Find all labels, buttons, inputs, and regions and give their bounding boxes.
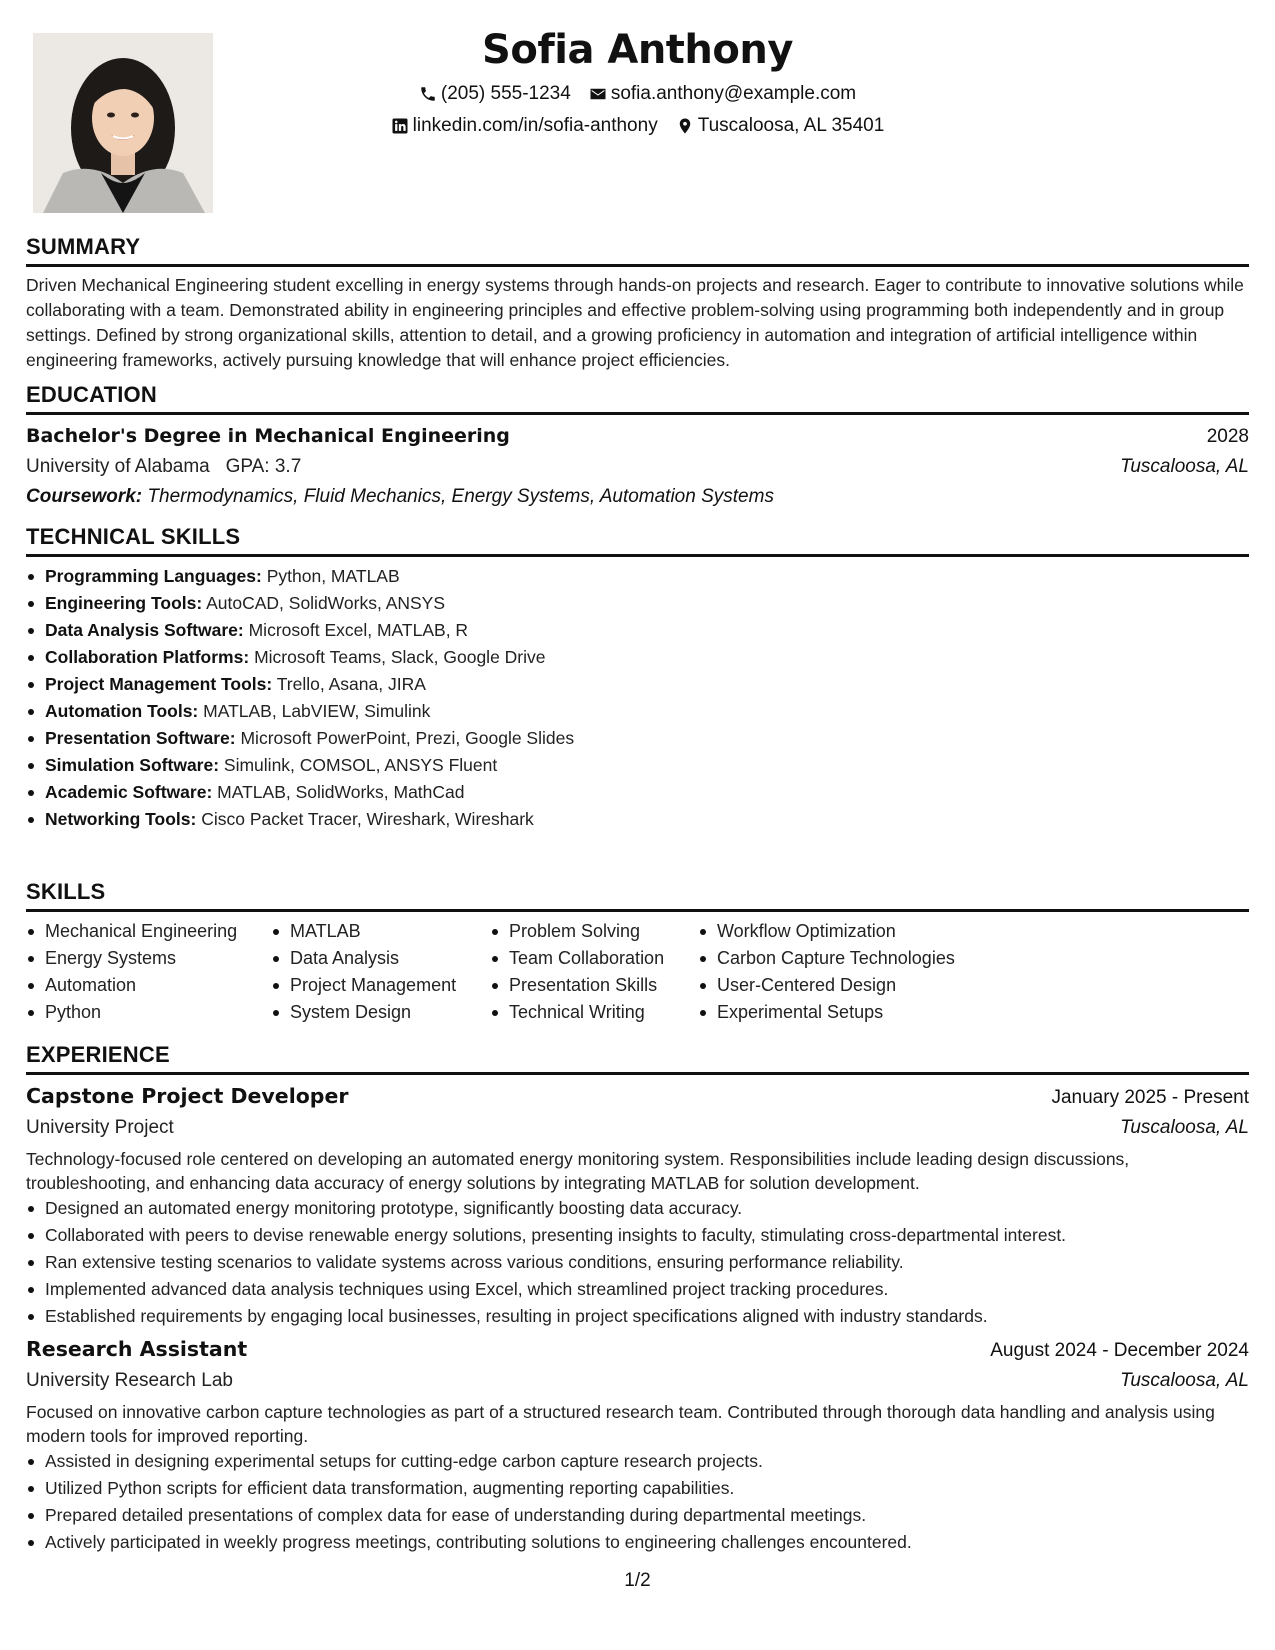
contact-row-1 <box>0 78 1275 110</box>
gpa: GPA: 3.7 <box>225 456 302 477</box>
linkedin-text[interactable]: linkedin.com/in/sofia-anthony <box>412 115 658 136</box>
job-bullets <box>26 1195 1249 1330</box>
section-title-technical-skills: TECHNICAL SKILLS <box>26 522 1249 557</box>
education-degree-row <box>26 421 1249 452</box>
list-item: Energy Systems <box>26 945 271 972</box>
skill-category: Engineering Tools: <box>45 593 203 613</box>
list-item: Workflow Optimization <box>698 918 998 945</box>
job-org-row <box>26 1113 1249 1143</box>
school-line <box>26 452 301 482</box>
location-text: Tuscaloosa, AL 35401 <box>697 115 885 136</box>
job-title: Capstone Project Developer <box>26 1084 349 1108</box>
experience-section <box>26 1040 1249 1556</box>
list-item <box>26 779 1249 806</box>
skill-values: Python, MATLAB <box>266 566 400 586</box>
job-title: Research Assistant <box>26 1337 248 1361</box>
skill-category: Networking Tools: <box>45 809 197 829</box>
degree-name: Bachelor's Degree in Mechanical Engineering <box>26 425 510 447</box>
coursework-list: Thermodynamics, Fluid Mechanics, Energy Systems, Automation Systems <box>147 486 774 507</box>
page-number: 1/2 <box>624 1570 651 1591</box>
envelope-icon <box>589 85 607 103</box>
skill-values: Trello, Asana, JIRA <box>276 674 426 694</box>
resume-header <box>0 22 1275 142</box>
list-item: Utilized Python scripts for efficient data transformation, augmenting reporting capabilities. <box>26 1475 1249 1502</box>
skill-category: Data Analysis Software: <box>45 620 244 640</box>
list-item: Prepared detailed presentations of complex data for ease of understanding during departmental meetings. <box>26 1502 1249 1529</box>
school-name: University of Alabama <box>26 456 210 477</box>
list-item: System Design <box>271 999 490 1026</box>
skill-category: Collaboration Platforms: <box>45 647 250 667</box>
list-item: Data Analysis <box>271 945 490 972</box>
summary-section <box>26 232 1249 373</box>
section-title-skills: SKILLS <box>26 877 1249 912</box>
skills-grid <box>26 918 1249 1026</box>
list-item: Collaborated with peers to devise renewable energy solutions, presenting insights to faculty, stimulating cross-departmental interest. <box>26 1222 1249 1249</box>
list-item: Experimental Setups <box>698 999 998 1026</box>
skill-category: Automation Tools: <box>45 701 199 721</box>
list-item: User-Centered Design <box>698 972 998 999</box>
job-location: Tuscaloosa, AL <box>1120 1370 1249 1391</box>
job-header-row <box>26 1081 1249 1113</box>
skills-column-1 <box>26 918 271 1026</box>
skill-values: MATLAB, SolidWorks, MathCad <box>217 782 465 802</box>
job-org-row <box>26 1366 1249 1396</box>
skill-values: Microsoft PowerPoint, Prezi, Google Slides <box>240 728 575 748</box>
job-organization: University Research Lab <box>26 1370 233 1391</box>
skill-values: Microsoft Excel, MATLAB, R <box>248 620 469 640</box>
list-item: Carbon Capture Technologies <box>698 945 998 972</box>
list-item: Team Collaboration <box>490 945 698 972</box>
list-item: Technical Writing <box>490 999 698 1026</box>
education-section <box>26 380 1249 512</box>
section-title-education: EDUCATION <box>26 380 1249 415</box>
graduation-year: 2028 <box>1206 426 1249 447</box>
skill-category: Presentation Software: <box>45 728 236 748</box>
list-item: Assisted in designing experimental setups for cutting-edge carbon capture research projects. <box>26 1448 1249 1475</box>
job-bullets <box>26 1448 1249 1556</box>
skill-values: AutoCAD, SolidWorks, ANSYS <box>206 593 446 613</box>
coursework-label: Coursework: <box>26 486 143 507</box>
job-description: Technology-focused role centered on developing an automated energy monitoring system. Responsibilities include leading design discussions, troubleshooting, and enhancing data accuracy of energy solutions by integrating MATLAB for solution development. <box>26 1149 1130 1193</box>
skill-category: Academic Software: <box>45 782 213 802</box>
skill-values: Microsoft Teams, Slack, Google Drive <box>254 647 546 667</box>
technical-skills-section <box>26 522 1249 833</box>
job-description: Focused on innovative carbon capture technologies as part of a structured research team. Contributed through thorough data handling and analysis using modern tools for improved reporting. <box>26 1402 1215 1446</box>
job-organization: University Project <box>26 1117 174 1138</box>
skill-category: Programming Languages: <box>45 566 262 586</box>
skill-values: MATLAB, LabVIEW, Simulink <box>203 701 431 721</box>
phone-icon <box>419 85 437 103</box>
skill-category: Simulation Software: <box>45 755 220 775</box>
section-title-summary: SUMMARY <box>26 232 1249 267</box>
education-school-row <box>26 452 1249 482</box>
list-item: Actively participated in weekly progress meetings, contributing solutions to engineering challenges encountered. <box>26 1529 1249 1556</box>
email-contact[interactable] <box>589 78 856 110</box>
list-item: Problem Solving <box>490 918 698 945</box>
contact-row-2 <box>0 110 1275 142</box>
job-dates: August 2024 - December 2024 <box>990 1340 1249 1361</box>
summary-text: Driven Mechanical Engineering student excelling in energy systems through hands-on projects and research. Eager to contribute to innovative solutions while collaborating with a team. Demonstrated ability in engineering principles and effective problem-solving using programming both independently and in group settings. Defined by strong organizational skills, attention to detail, and a growing proficiency in automation and integration of artificial intelligence within engineering frameworks, actively pursuing knowledge that will enhance project efficiencies. <box>26 275 1244 370</box>
list-item <box>26 617 1249 644</box>
list-item <box>26 671 1249 698</box>
list-item <box>26 752 1249 779</box>
job-location: Tuscaloosa, AL <box>1120 1117 1249 1138</box>
section-title-experience: EXPERIENCE <box>26 1040 1249 1075</box>
location-contact <box>676 110 885 142</box>
list-item: Implemented advanced data analysis techniques using Excel, which streamlined project tracking procedures. <box>26 1276 1249 1303</box>
list-item: Automation <box>26 972 271 999</box>
list-item <box>26 725 1249 752</box>
list-item: Ran extensive testing scenarios to validate systems across various conditions, ensuring performance reliability. <box>26 1249 1249 1276</box>
list-item <box>26 644 1249 671</box>
list-item <box>26 698 1249 725</box>
list-item: Mechanical Engineering <box>26 918 271 945</box>
email-text[interactable]: sofia.anthony@example.com <box>610 83 857 104</box>
linkedin-icon <box>391 117 409 135</box>
list-item: Established requirements by engaging local businesses, resulting in project specifications aligned with industry standards. <box>26 1303 1249 1330</box>
list-item <box>26 563 1249 590</box>
skill-values: Simulink, COMSOL, ANSYS Fluent <box>223 755 498 775</box>
map-pin-icon <box>676 117 694 135</box>
linkedin-contact[interactable] <box>391 110 658 142</box>
skills-section <box>26 877 1249 1026</box>
list-item: Project Management <box>271 972 490 999</box>
skill-category: Project Management Tools: <box>45 674 273 694</box>
phone-contact <box>419 78 571 110</box>
list-item <box>26 590 1249 617</box>
skills-column-3 <box>490 918 698 1026</box>
skill-values: Cisco Packet Tracer, Wireshark, Wireshark <box>201 809 534 829</box>
candidate-name: Sofia Anthony <box>482 27 793 73</box>
job-dates: January 2025 - Present <box>1051 1087 1249 1108</box>
school-location: Tuscaloosa, AL <box>1120 456 1249 477</box>
technical-skills-list <box>26 563 1249 833</box>
coursework-line <box>26 482 1249 512</box>
job-header-row <box>26 1334 1249 1366</box>
skills-column-4 <box>698 918 998 1026</box>
list-item: Python <box>26 999 271 1026</box>
list-item: Presentation Skills <box>490 972 698 999</box>
list-item: Designed an automated energy monitoring prototype, significantly boosting data accuracy. <box>26 1195 1249 1222</box>
skills-column-2 <box>271 918 490 1026</box>
list-item <box>26 806 1249 833</box>
experience-entry <box>26 1334 1249 1556</box>
list-item: MATLAB <box>271 918 490 945</box>
experience-entry <box>26 1081 1249 1330</box>
phone-text: (205) 555-1234 <box>440 83 571 104</box>
